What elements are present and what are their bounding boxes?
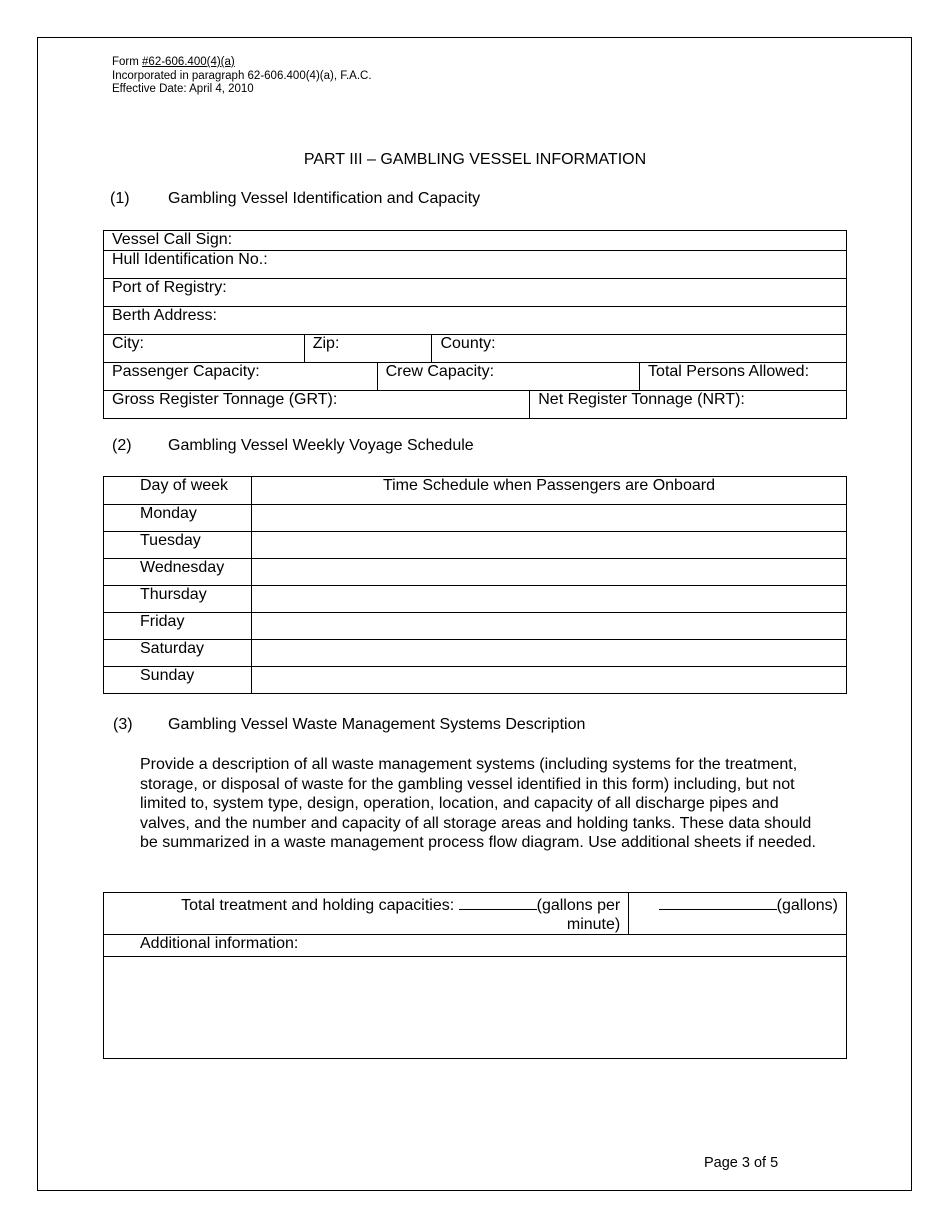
- gpm-unit-line1: (gallons per: [536, 897, 621, 914]
- vessel-identification-table: [103, 230, 847, 419]
- zip-field[interactable]: Zip:: [304, 335, 432, 363]
- day-column-header: Day of week: [104, 477, 252, 505]
- section-1-label: Gambling Vessel Identification and Capacity: [168, 190, 481, 207]
- page-number: Page 3 of 5: [704, 1155, 779, 1171]
- hull-id-field[interactable]: Hull Identification No.:: [104, 251, 847, 279]
- incorporated-line: Incorporated in paragraph 62-606.400(4)(a), F.A.C.: [112, 69, 372, 82]
- day-cell: Tuesday: [104, 532, 252, 559]
- county-field[interactable]: County:: [432, 335, 847, 363]
- capacity-label: Total treatment and holding capacities:: [181, 897, 455, 914]
- time-schedule-input[interactable]: [251, 532, 846, 559]
- waste-description-instructions: Provide a description of all waste management systems (including systems for the treatment, storage, or disposal of waste for the gambling vessel identified in this form) including, but not limited to, system type, design, operation, location, and capacity of all discharge pipes and valves, and the number and capacity of all storage areas and holding tanks. These data should be summarized in a waste management process flow diagram. Use additional sheets if needed.: [140, 756, 816, 851]
- berth-address-field[interactable]: Berth Address:: [104, 307, 847, 335]
- voyage-schedule-table: [103, 476, 847, 694]
- additional-info-input[interactable]: [104, 957, 847, 1059]
- time-schedule-input[interactable]: [251, 559, 846, 586]
- section-3-heading: [113, 716, 813, 736]
- grt-field[interactable]: Gross Register Tonnage (GRT):: [104, 391, 530, 419]
- crew-capacity-field[interactable]: Crew Capacity:: [377, 363, 639, 391]
- section-1-heading: [110, 190, 810, 210]
- port-of-registry-field[interactable]: Port of Registry:: [104, 279, 847, 307]
- day-cell: Monday: [104, 505, 252, 532]
- gallons-blank-input[interactable]: [659, 895, 777, 910]
- waste-capacity-table: [103, 892, 847, 1059]
- time-column-header: Time Schedule when Passengers are Onboard: [251, 477, 846, 505]
- time-schedule-input[interactable]: [251, 505, 846, 532]
- form-number[interactable]: #62-606.400(4)(a): [142, 56, 235, 68]
- time-schedule-input[interactable]: [251, 640, 846, 667]
- section-2-heading: [112, 437, 812, 457]
- time-schedule-input[interactable]: [251, 586, 846, 613]
- section-2-label: Gambling Vessel Weekly Voyage Schedule: [168, 437, 474, 454]
- time-schedule-input[interactable]: [251, 613, 846, 640]
- treatment-capacity-cell: [104, 893, 629, 935]
- call-sign-field[interactable]: Vessel Call Sign:: [104, 231, 847, 251]
- day-cell: Thursday: [104, 586, 252, 613]
- total-persons-field[interactable]: Total Persons Allowed:: [640, 363, 847, 391]
- day-cell: Friday: [104, 613, 252, 640]
- nrt-field[interactable]: Net Register Tonnage (NRT):: [530, 391, 847, 419]
- day-cell: Wednesday: [104, 559, 252, 586]
- gallons-capacity-cell: [629, 893, 847, 935]
- gallons-unit: (gallons): [776, 897, 838, 914]
- time-schedule-input[interactable]: [251, 667, 846, 694]
- day-cell: Sunday: [104, 667, 252, 694]
- gpm-unit-line2: minute): [566, 916, 621, 933]
- section-2-number: (2): [112, 437, 132, 454]
- effective-date: Effective Date: April 4, 2010: [112, 83, 254, 95]
- form-header: [112, 56, 372, 97]
- section-3-label: Gambling Vessel Waste Management Systems Description: [168, 716, 586, 733]
- day-cell: Saturday: [104, 640, 252, 667]
- page-title: PART III – GAMBLING VESSEL INFORMATION: [303, 151, 647, 168]
- section-1-number: (1): [110, 190, 130, 207]
- form-number-line: Form #62-606.400(4)(a): [112, 56, 235, 68]
- additional-info-label: Additional information:: [104, 935, 847, 957]
- passenger-capacity-field[interactable]: Passenger Capacity:: [104, 363, 378, 391]
- section-3-number: (3): [113, 716, 133, 733]
- city-field[interactable]: City:: [104, 335, 305, 363]
- gpm-blank-input[interactable]: [459, 895, 537, 910]
